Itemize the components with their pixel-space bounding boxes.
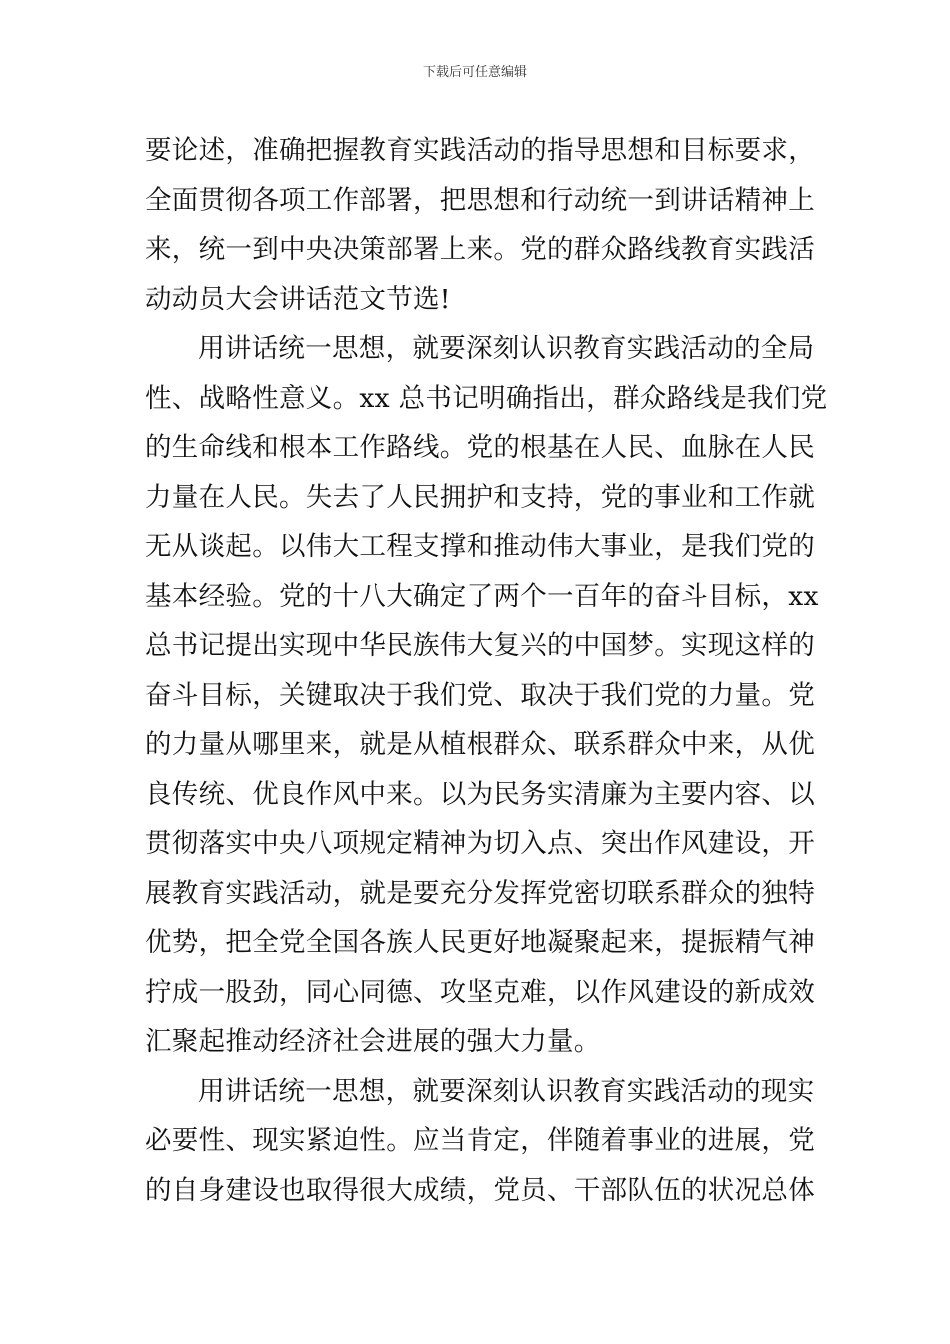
text-line: 用讲话统一思想，就要深刻认识教育实践活动的全局 — [198, 333, 815, 364]
text-line: 要论述，准确把握教育实践活动的指导思想和目标要求， — [145, 135, 815, 166]
text-line: 全面贯彻各项工作部署，把思想和行动统一到讲话精神上 — [145, 184, 815, 216]
text-line: 的力量从哪里来，就是从植根群众、联系群众中来，从优 — [145, 729, 815, 760]
document-body — [145, 126, 828, 1215]
text-line: 贯彻落实中央八项规定精神为切入点、突出作风建设，开 — [145, 828, 815, 859]
text-line: 必要性、现实紧迫性。应当肯定，伴随着事业的进展，党 — [145, 1125, 815, 1156]
text-line: 动动员大会讲话范文节选! — [145, 283, 451, 315]
text-line: 性、战略性意义。xx 总书记明确指出，群众路线是我们党 — [145, 382, 828, 414]
paragraph-1 — [145, 126, 815, 324]
text-line: 基本经验。党的十八大确定了两个一百年的奋斗目标，xx — [145, 580, 819, 612]
text-line: 的自身建设也取得很大成绩，党员、干部队伍的状况总体 — [145, 1174, 815, 1206]
text-line: 优势，把全党全国各族人民更好地凝聚起来，提振精气神 — [145, 927, 815, 958]
text-line: 来，统一到中央决策部署上来。党的群众路线教育实践活 — [145, 234, 815, 265]
text-line: 无从谈起。以伟大工程支撑和推动伟大事业，是我们党的 — [145, 531, 815, 562]
text-line: 用讲话统一思想，就要深刻认识教育实践活动的现实 — [198, 1075, 815, 1107]
text-line: 良传统、优良作风中来。以为民务实清廉为主要内容、以 — [145, 778, 815, 810]
text-line: 总书记提出实现中华民族伟大复兴的中国梦。实现这样的 — [145, 630, 815, 661]
paragraph-3 — [145, 1067, 815, 1216]
text-line: 汇聚起推动经济社会进展的强大力量。 — [145, 1026, 601, 1057]
text-line: 奋斗目标，关键取决于我们党、取决于我们党的力量。党 — [145, 679, 815, 711]
text-line: 拧成一股劲，同心同德、攻坚克难，以作风建设的新成效 — [145, 976, 815, 1008]
text-line: 的生命线和根本工作路线。党的根基在人民、血脉在人民 — [145, 432, 815, 463]
paragraph-2 — [145, 324, 828, 1067]
text-line: 展教育实践活动，就是要充分发挥党密切联系群众的独特 — [145, 877, 815, 909]
text-line: 力量在人民。失去了人民拥护和支持，党的事业和工作就 — [145, 481, 815, 513]
page-header: 下载后可任意编辑 — [422, 65, 527, 80]
